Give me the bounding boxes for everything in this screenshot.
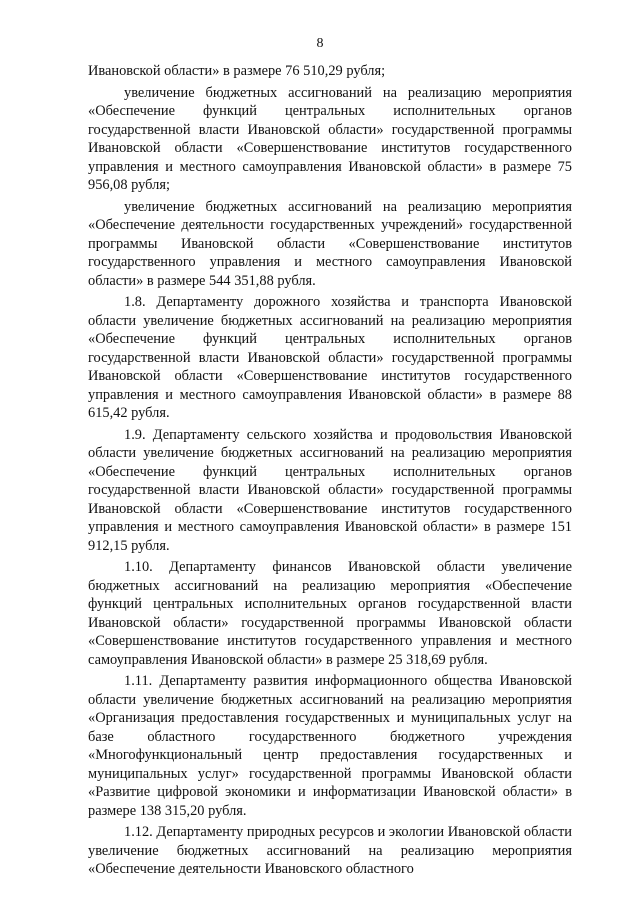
paragraph-item-1-11: 1.11. Департаменту развития информационного общества Ивановской области увеличение бюджетных ассигнований на реализацию мероприятия «Организация предоставления государственных и муниципальных услуг на базе областного государственного бюджетного учреждения «Многофункциональный центр предоставления государственных и муниципальных услуг» государственной программы Ивановской области «Развитие цифровой экономики и информатизации Ивановской области» в размере 138 315,20 рубля. bbox=[88, 673, 572, 819]
page-number: 8 bbox=[316, 36, 324, 51]
paragraph-item-1-12: 1.12. Департаменту природных ресурсов и экологии Ивановской области увеличение бюджетных ассигнований на реализацию мероприятия «Обеспечение деятельности Ивановского областного bbox=[88, 824, 572, 877]
paragraph-item-1-10: 1.10. Департаменту финансов Ивановской области увеличение бюджетных ассигнований на реализацию мероприятия «Обеспечение функций центральных исполнительных органов государственной власти Ивановской области» государственной программы Ивановской области «Совершенствование институтов государственного управления и местного самоуправления Ивановской области» в размере 25 318,69 рубля. bbox=[88, 559, 572, 668]
paragraph-item-1-9: 1.9. Департаменту сельского хозяйства и продовольствия Ивановской области увеличение бюджетных ассигнований на реализацию мероприятия «Обеспечение функций центральных исполнительных органов государственной власти Ивановской области» государственной программы Ивановской области «Совершенствование институтов государственного управления и местного самоуправления Ивановской области» в размере 151 912,15 рубля. bbox=[88, 426, 572, 554]
paragraph-item-1-8: 1.8. Департаменту дорожного хозяйства и транспорта Ивановской области увеличение бюджетных ассигнований на реализацию мероприятия «Обеспечение функций центральных исполнительных органов государственной власти Ивановской области» государственной программы Ивановской области «Совершенствование институтов государственного управления и местного самоуправления Ивановской области» в размере 88 615,42 рубля. bbox=[88, 294, 572, 421]
paragraph: увеличение бюджетных ассигнований на реализацию мероприятия «Обеспечение функций центральных исполнительных органов государственной власти Ивановской области» государственной программы Ивановской области «Совершенствование институтов государственного управления и местного самоуправления Ивановской области» в размере 75 956,08 рубля; bbox=[88, 84, 572, 193]
document-body bbox=[88, 62, 572, 879]
paragraph-continuation: Ивановской области» в размере 76 510,29 рубля; bbox=[88, 63, 386, 79]
paragraph: увеличение бюджетных ассигнований на реализацию мероприятия «Обеспечение деятельности государственных учреждений» государственной программы Ивановской области «Совершенствование институтов государственного управления и местного самоуправления Ивановской области» в размере 544 351,88 рубля. bbox=[88, 198, 572, 289]
